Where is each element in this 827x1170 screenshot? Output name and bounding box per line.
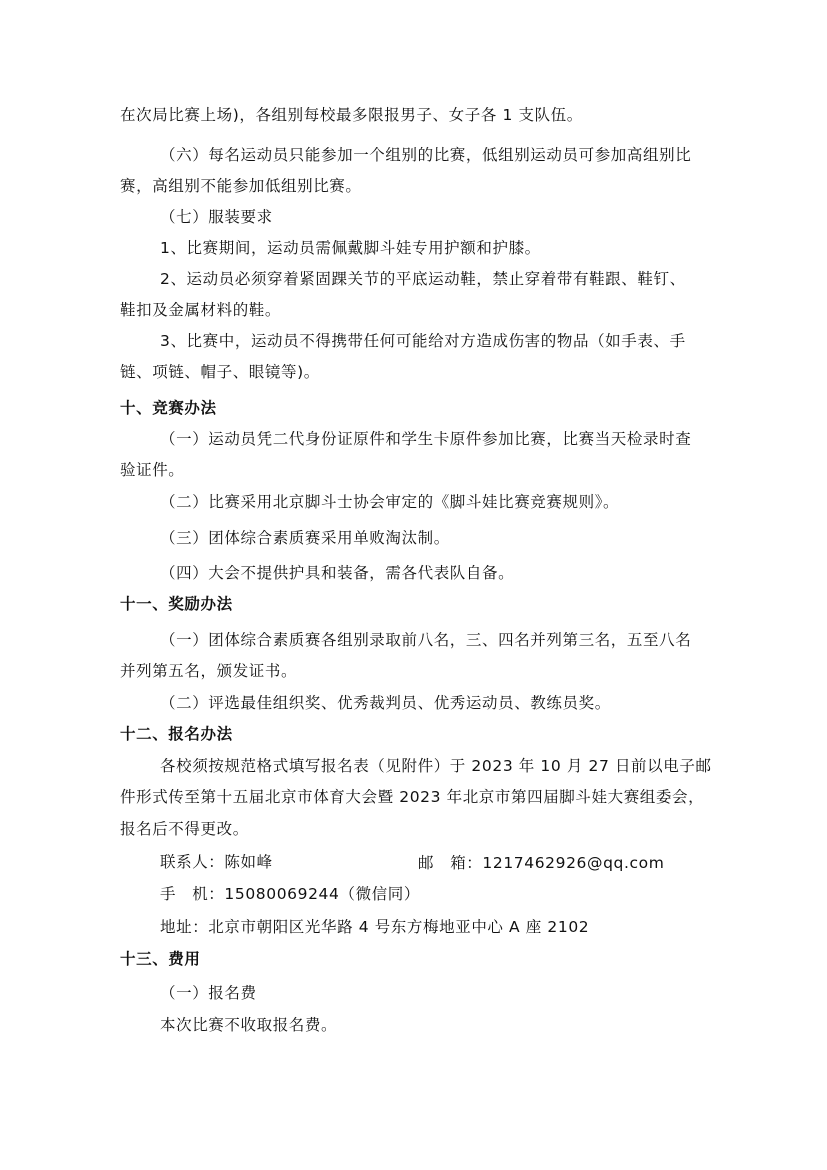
text-line: 3、比赛中，运动员不得携带任何可能给对方造成伤害的物品（如手表、手: [160, 332, 686, 350]
text-line: 验证件。: [120, 461, 185, 479]
text-line: 联系人：陈如峰: [160, 853, 273, 871]
text-line: 链、项链、帽子、眼镜等)。: [120, 363, 320, 381]
text-line: 在次局比赛上场)，各组别每校最多限报男子、女子各 1 支队伍。: [120, 106, 583, 124]
text-line: 1、比赛期间，运动员需佩戴脚斗娃专用护额和护膝。: [160, 239, 541, 257]
text-line: （六）每名运动员只能参加一个组别的比赛，低组别运动员可参加高组别比: [160, 146, 692, 164]
text-line: 鞋扣及金属材料的鞋。: [120, 301, 282, 319]
text-line: （三）团体综合素质赛采用单败淘汰制。: [160, 529, 450, 547]
text-line: 并列第五名，颁发证书。: [120, 662, 298, 680]
text-line: 件形式传至第十五届北京市体育大会暨 2023 年北京市第四届脚斗娃大赛组委会，: [120, 788, 705, 806]
text-line: （二）评选最佳组织奖、优秀裁判员、优秀运动员、教练员奖。: [160, 694, 611, 712]
section-heading: 十、竞赛办法: [120, 399, 217, 417]
text-line: 各校须按规范格式填写报名表（见附件）于 2023 年 10 月 27 日前以电子邮: [160, 757, 712, 775]
section-heading: 十一、奖励办法: [120, 595, 233, 613]
text-line: 地址：北京市朝阳区光华路 4 号东方梅地亚中心 A 座 2102: [160, 918, 590, 936]
text-line: （二）比赛采用北京脚斗士协会审定的《脚斗娃比赛竞赛规则》。: [160, 493, 620, 511]
contact-email: 邮 箱：1217462926@qq.com: [418, 854, 665, 872]
text-line: （一）团体综合素质赛各组别录取前八名，三、四名并列第三名，五至八名: [160, 631, 692, 649]
text-line: （七）服装要求: [160, 208, 273, 226]
text-line: 赛，高组别不能参加低组别比赛。: [120, 177, 362, 195]
text-line: （一）运动员凭二代身份证原件和学生卡原件参加比赛，比赛当天检录时查: [160, 430, 692, 448]
text-line: （四）大会不提供护具和装备，需各代表队自备。: [160, 564, 515, 582]
section-heading: 十二、报名办法: [120, 725, 233, 743]
text-line: 本次比赛不收取报名费。: [160, 1016, 338, 1034]
text-line: （一）报名费: [160, 984, 257, 1002]
section-heading: 十三、费用: [120, 950, 201, 968]
text-line: 手 机：15080069244（微信同）: [160, 885, 420, 903]
text-line: 报名后不得更改。: [120, 820, 249, 838]
text-line: 2、运动员必须穿着紧固踝关节的平底运动鞋，禁止穿着带有鞋跟、鞋钉、: [160, 270, 686, 288]
